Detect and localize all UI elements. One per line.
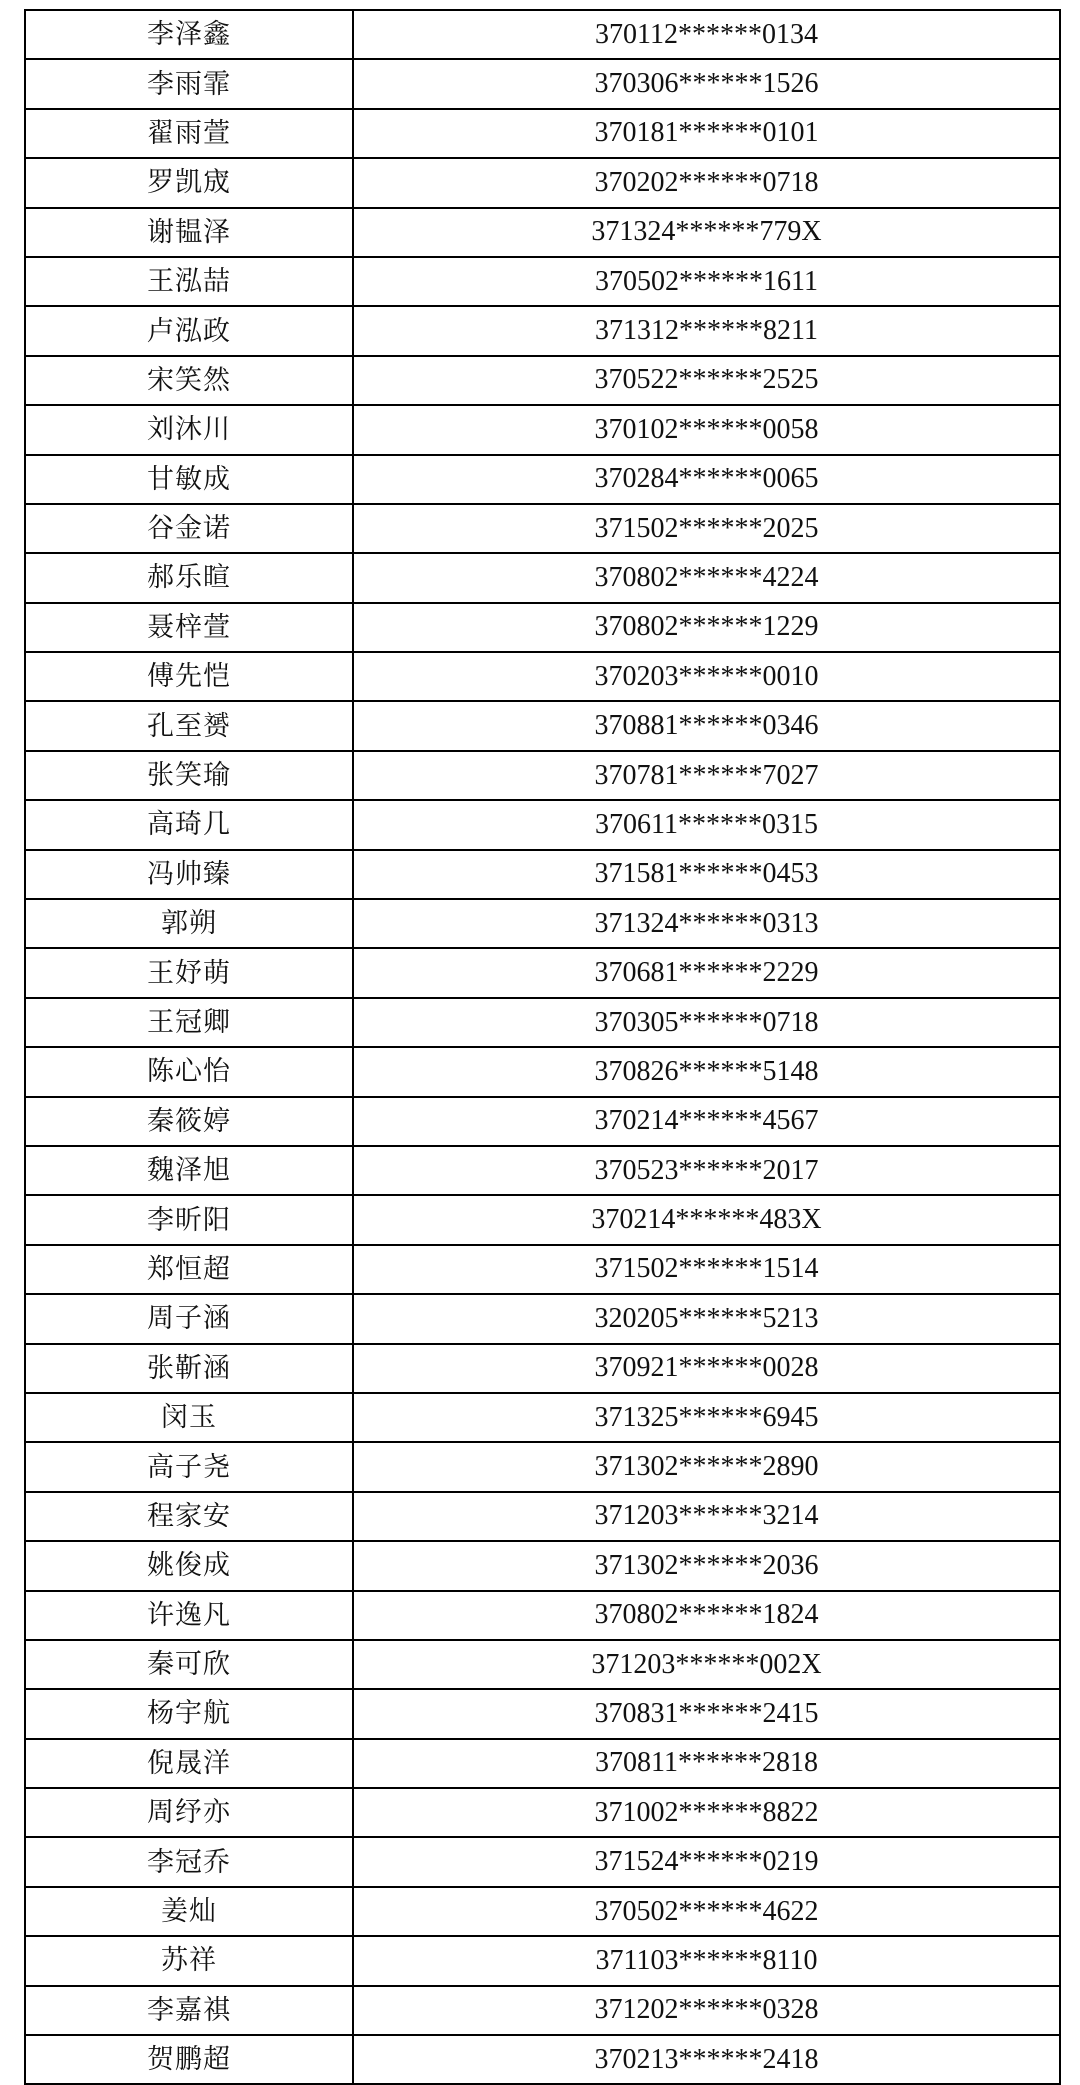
student-name-cell: 贺鹏超 [25,2035,353,2084]
id-number-cell: 370831******2415 [353,1689,1060,1738]
id-number-cell: 371502******2025 [353,504,1060,553]
table-row [25,1393,1060,1442]
student-name-cell: 高琦几 [25,800,353,849]
table-row [25,257,1060,306]
student-name-cell: 许逸凡 [25,1591,353,1640]
student-name-cell: 张靳涵 [25,1344,353,1393]
id-number-cell: 370802******1824 [353,1591,1060,1640]
id-number-cell: 370181******0101 [353,109,1060,158]
student-name-cell: 李嘉祺 [25,1986,353,2035]
table-row [25,1887,1060,1936]
student-name-cell: 郑恒超 [25,1245,353,1294]
student-name-cell: 傅先恺 [25,652,353,701]
student-name-cell: 陈心怡 [25,1047,353,1096]
id-number-cell: 370284******0065 [353,455,1060,504]
id-number-cell: 370881******0346 [353,701,1060,750]
student-name-cell: 李冠乔 [25,1837,353,1886]
table-row [25,1097,1060,1146]
id-number-cell: 371581******0453 [353,850,1060,899]
id-number-cell: 370826******5148 [353,1047,1060,1096]
table-row [25,1986,1060,2035]
table-row [25,701,1060,750]
id-number-cell: 371202******0328 [353,1986,1060,2035]
id-number-cell: 370213******2418 [353,2035,1060,2084]
student-name-cell: 杨宇航 [25,1689,353,1738]
id-number-cell: 370112******0134 [353,10,1060,59]
table-row [25,455,1060,504]
student-name-cell: 周子涵 [25,1294,353,1343]
table-row [25,356,1060,405]
student-name-cell: 周纾亦 [25,1788,353,1837]
table-row [25,899,1060,948]
student-name-cell: 刘沐川 [25,405,353,454]
student-name-cell: 倪晟洋 [25,1739,353,1788]
id-number-cell: 370202******0718 [353,158,1060,207]
table-row [25,158,1060,207]
student-name-cell: 姜灿 [25,1887,353,1936]
table-row [25,2035,1060,2084]
table-row [25,751,1060,800]
table-row [25,109,1060,158]
student-name-cell: 谢韫泽 [25,208,353,257]
table-row [25,405,1060,454]
table-row [25,1344,1060,1393]
id-number-cell: 370921******0028 [353,1344,1060,1393]
student-name-cell: 苏祥 [25,1936,353,1985]
student-name-cell: 闵玉 [25,1393,353,1442]
id-number-cell: 370522******2525 [353,356,1060,405]
id-number-cell: 371203******002X [353,1640,1060,1689]
id-number-cell: 370305******0718 [353,998,1060,1047]
student-name-cell: 冯帅臻 [25,850,353,899]
student-name-cell: 甘敏成 [25,455,353,504]
table-row [25,800,1060,849]
id-number-cell: 371312******8211 [353,306,1060,355]
student-name-cell: 郭朔 [25,899,353,948]
id-number-cell: 370214******4567 [353,1097,1060,1146]
table-row [25,1837,1060,1886]
id-number-cell: 370681******2229 [353,948,1060,997]
table-row [25,1146,1060,1195]
table-row [25,603,1060,652]
student-name-cell: 郝乐暄 [25,553,353,602]
student-name-cell: 谷金诺 [25,504,353,553]
table-row [25,1788,1060,1837]
id-number-cell: 370802******4224 [353,553,1060,602]
table-row [25,1541,1060,1590]
id-number-cell: 370802******1229 [353,603,1060,652]
id-number-cell: 320205******5213 [353,1294,1060,1343]
student-name-cell: 聂梓萱 [25,603,353,652]
table-row [25,1294,1060,1343]
roster-table-body [25,10,1060,2084]
student-name-cell: 秦可欣 [25,1640,353,1689]
id-number-cell: 370502******1611 [353,257,1060,306]
id-number-cell: 370502******4622 [353,1887,1060,1936]
id-number-cell: 370102******0058 [353,405,1060,454]
student-name-cell: 李昕阳 [25,1195,353,1244]
student-name-cell: 翟雨萱 [25,109,353,158]
table-row [25,652,1060,701]
id-number-cell: 371324******779X [353,208,1060,257]
id-number-cell: 370811******2818 [353,1739,1060,1788]
roster-table [24,9,1061,2085]
id-number-cell: 371302******2036 [353,1541,1060,1590]
id-number-cell: 371302******2890 [353,1442,1060,1491]
table-row [25,1195,1060,1244]
id-number-cell: 371325******6945 [353,1393,1060,1442]
table-row [25,1591,1060,1640]
student-name-cell: 张笑瑜 [25,751,353,800]
id-number-cell: 370306******1526 [353,59,1060,108]
student-name-cell: 秦筱婷 [25,1097,353,1146]
student-name-cell: 王冠卿 [25,998,353,1047]
table-row [25,1689,1060,1738]
table-row [25,59,1060,108]
table-row [25,553,1060,602]
table-row [25,208,1060,257]
id-number-cell: 370203******0010 [353,652,1060,701]
student-name-cell: 卢泓政 [25,306,353,355]
student-name-cell: 宋笑然 [25,356,353,405]
student-name-cell: 程家安 [25,1492,353,1541]
table-row [25,1245,1060,1294]
student-name-cell: 王泓喆 [25,257,353,306]
id-number-cell: 370214******483X [353,1195,1060,1244]
table-row [25,306,1060,355]
table-row [25,1492,1060,1541]
id-number-cell: 371002******8822 [353,1788,1060,1837]
table-row [25,1442,1060,1491]
student-name-cell: 王妤萌 [25,948,353,997]
id-number-cell: 370781******7027 [353,751,1060,800]
id-number-cell: 370523******2017 [353,1146,1060,1195]
student-name-cell: 罗凯宬 [25,158,353,207]
id-number-cell: 371203******3214 [353,1492,1060,1541]
table-row [25,1047,1060,1096]
table-row [25,10,1060,59]
student-name-cell: 孔至赟 [25,701,353,750]
table-row [25,1640,1060,1689]
table-row [25,504,1060,553]
table-row [25,948,1060,997]
student-name-cell: 李雨霏 [25,59,353,108]
id-number-cell: 371502******1514 [353,1245,1060,1294]
table-row [25,850,1060,899]
id-number-cell: 371324******0313 [353,899,1060,948]
table-row [25,1739,1060,1788]
id-number-cell: 371103******8110 [353,1936,1060,1985]
table-row [25,998,1060,1047]
student-name-cell: 姚俊成 [25,1541,353,1590]
table-row [25,1936,1060,1985]
student-name-cell: 魏泽旭 [25,1146,353,1195]
student-name-cell: 高子尧 [25,1442,353,1491]
id-number-cell: 370611******0315 [353,800,1060,849]
student-name-cell: 李泽鑫 [25,10,353,59]
id-number-cell: 371524******0219 [353,1837,1060,1886]
